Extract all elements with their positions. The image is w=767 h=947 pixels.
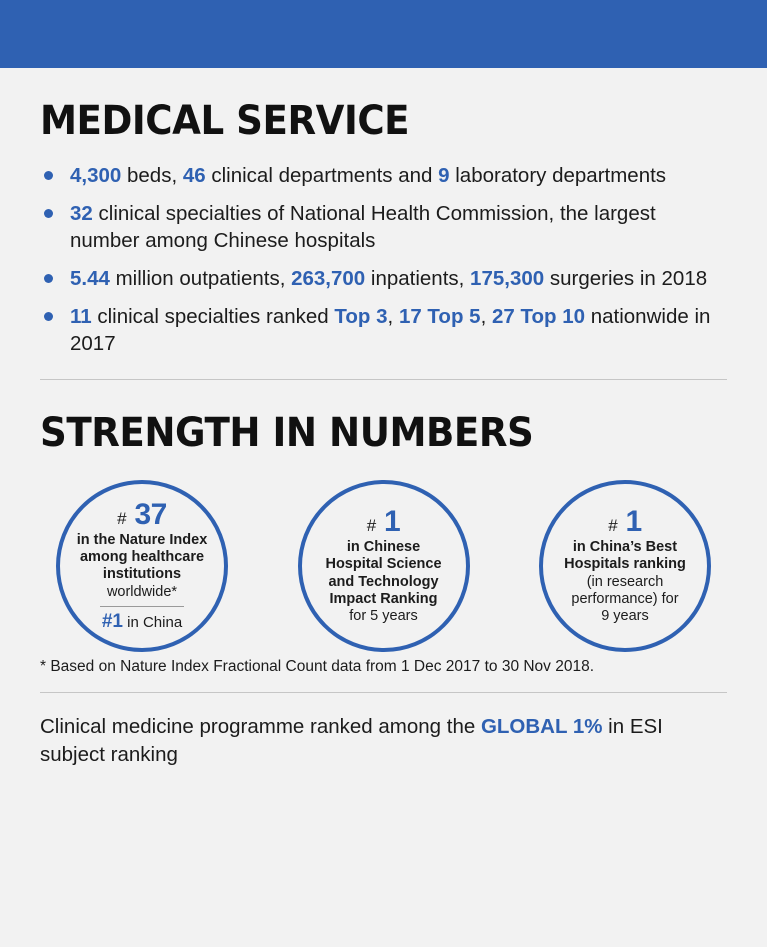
bullet-text: ,	[387, 305, 399, 329]
stat-description-line: Hospitals ranking	[564, 556, 686, 573]
stat-description-line: 9 years	[601, 608, 649, 625]
bullet-text: nationwide in 2017	[70, 305, 711, 356]
highlight-figure: 11	[70, 305, 92, 329]
stat-description	[325, 539, 441, 626]
stat-sub-line	[102, 611, 182, 633]
content-area	[0, 98, 767, 769]
highlight-figure: 5.44	[70, 267, 110, 291]
closing-statement	[40, 693, 727, 768]
page-title-strength-in-numbers: STRENGTH IN NUMBERS	[40, 410, 534, 457]
stat-circle	[56, 480, 228, 652]
section-divider-1	[40, 379, 727, 380]
stat-description-line: and Technology	[328, 573, 439, 590]
bullet-text: clinical departments and	[205, 164, 439, 187]
stat-rank-number: 1	[617, 504, 642, 538]
list-item	[40, 200, 727, 254]
stat-description-line: for 5 years	[349, 608, 418, 625]
stat-description-line: (in research	[586, 573, 664, 590]
highlight-figure: 9	[438, 164, 450, 187]
stat-description-line: among healthcare	[79, 548, 205, 565]
list-item	[40, 265, 727, 292]
stat-rank-line	[117, 497, 167, 531]
stat-description-line: institutions	[102, 566, 182, 583]
bullet-dot-icon	[44, 209, 53, 218]
stat-description	[564, 539, 686, 626]
bullet-dot-icon	[44, 274, 53, 283]
stat-sub-divider	[100, 606, 184, 607]
bullet-text: laboratory departments	[449, 164, 667, 187]
stat-circle	[298, 480, 470, 652]
stat-description-line: performance) for	[571, 590, 679, 607]
hash-symbol: #	[366, 515, 377, 535]
bullet-text: surgeries in 2018	[544, 267, 708, 291]
closing-text: in ESI subject ranking	[40, 715, 663, 766]
stat-description-line: Impact Ranking	[329, 590, 438, 607]
medical-service-bullet-list	[40, 162, 727, 357]
stat-sub-number: #1	[101, 611, 123, 633]
stat-rank-number: 1	[376, 504, 401, 538]
stat-sub-text: in China	[122, 614, 183, 632]
hash-symbol: #	[117, 508, 127, 528]
stat-rank-number: 37	[126, 497, 167, 531]
stat-description-line: in Chinese	[346, 538, 421, 555]
footnote-nature-index: * Based on Nature Index Fractional Count data from 1 Dec 2017 to 30 Nov 2018.	[40, 658, 595, 676]
bullet-text: inpatients,	[365, 267, 471, 291]
bullet-text: ,	[480, 305, 492, 329]
page-title-medical-service: MEDICAL SERVICE	[40, 98, 410, 144]
highlight-figure: 4,300	[70, 164, 122, 187]
bullet-text: beds,	[121, 164, 183, 187]
highlight-figure: 175,300	[470, 267, 545, 291]
stat-description-line: Hospital Science	[325, 556, 442, 573]
bullet-text: million outpatients,	[109, 267, 292, 291]
hash-symbol: #	[608, 515, 618, 535]
closing-highlight: GLOBAL 1%	[480, 715, 603, 739]
stat-description-line: worldwide*	[106, 583, 178, 600]
header-color-band	[0, 0, 767, 68]
stat-rank-line	[366, 504, 401, 538]
bullet-dot-icon	[44, 312, 53, 321]
highlight-figure: 17 Top 5	[398, 305, 481, 329]
stat-circle-group	[40, 474, 727, 652]
stat-description-line: in China’s Best	[572, 538, 678, 555]
highlight-figure: 32	[70, 202, 93, 226]
stat-rank-line	[608, 504, 642, 538]
highlight-figure: 27 Top 10	[491, 305, 586, 329]
highlight-figure: 46	[182, 164, 206, 187]
highlight-figure: 263,700	[291, 267, 366, 291]
stat-description-line: in the Nature Index	[76, 531, 208, 548]
highlight-figure: Top 3	[334, 305, 388, 329]
stat-circle	[539, 480, 711, 652]
stat-description	[77, 532, 208, 602]
bullet-text: clinical specialties of National Health Commission, the largest number among Chinese hospitals	[70, 202, 656, 253]
list-item	[40, 303, 727, 357]
list-item	[40, 162, 727, 189]
bullet-text: clinical specialties ranked	[91, 305, 335, 329]
closing-text: Clinical medicine programme ranked among the	[40, 715, 481, 739]
bullet-dot-icon	[44, 171, 53, 180]
